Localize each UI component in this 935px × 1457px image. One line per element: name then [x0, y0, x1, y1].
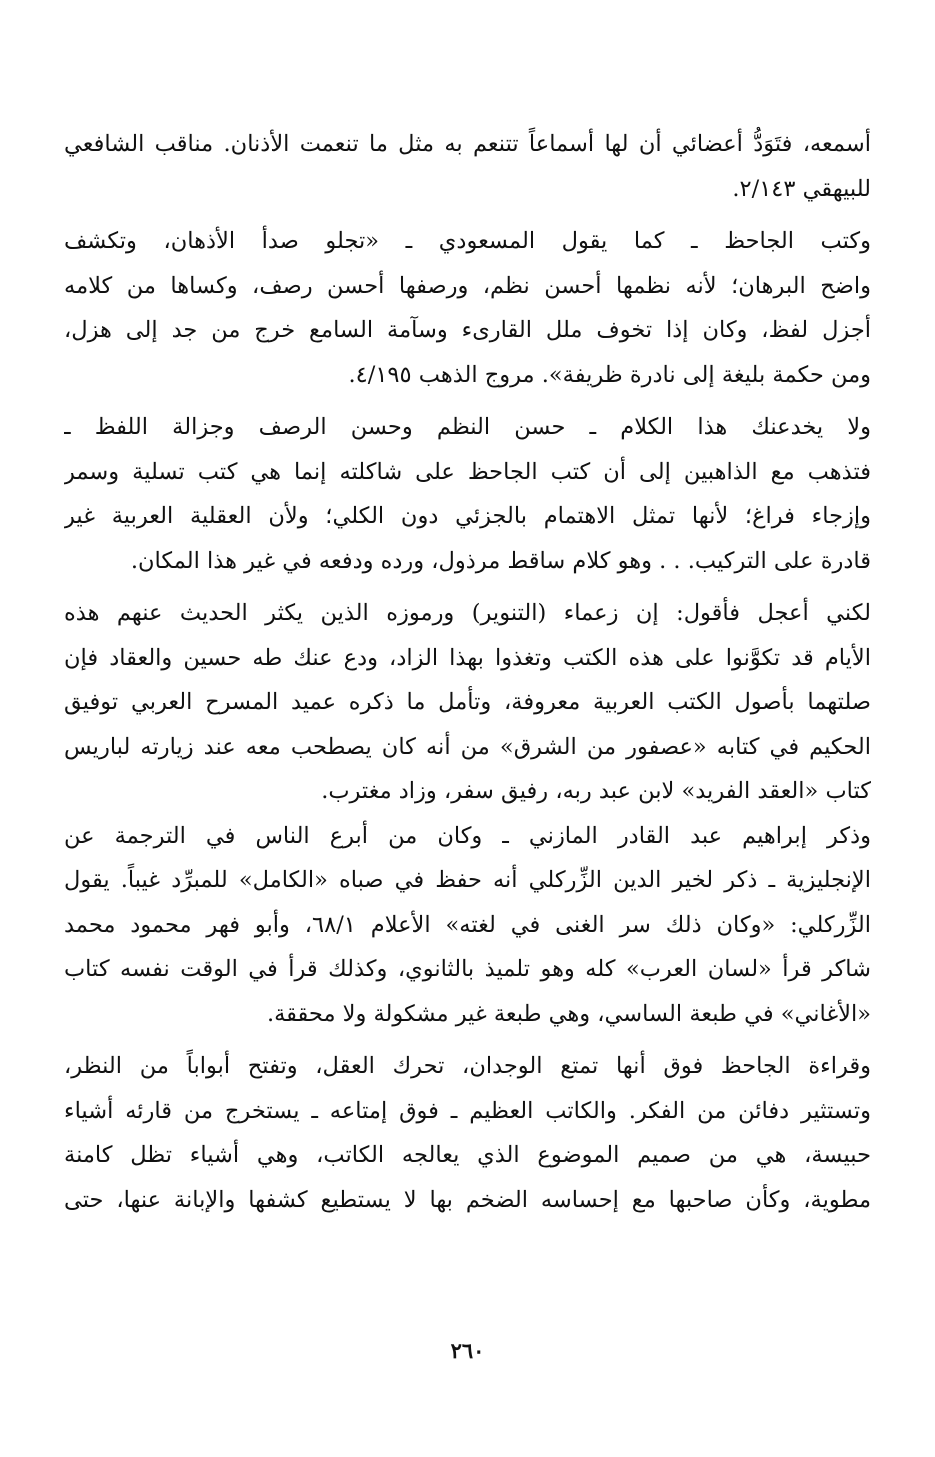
text-line: لكني أعجل فأقول: إن زعماء (التنوير) ورموزه الذين يكثر الحديث عنهم هذه — [64, 600, 871, 626]
paragraph-3 — [64, 405, 871, 583]
paragraph-6 — [64, 1044, 871, 1222]
text-line: «الأغاني» في طبعة الساسي، وهي طبعة غير مشكولة ولا محققة. — [266, 1000, 871, 1027]
text-line: ولا يخدعنك هذا الكلام ـ حسن النظم وحسن الرصف وجزالة اللفظ ـ — [64, 414, 871, 440]
text-line: صلتهما بأصول الكتب العربية معروفة، وتأمل ما ذكره عميد المسرح العربي توفيق — [64, 689, 871, 715]
text-line: وإزجاء فراغ؛ لأنها تمثل الاهتمام بالجزئي دون الكلي؛ ولأن العقلية العربية غير — [64, 503, 871, 529]
text-line: ومن حكمة بليغة إلى نادرة ظريفة». مروج الذهب ٤/١٩٥. — [348, 361, 871, 388]
text-line: شاكر قرأ «لسان العرب» كله وهو تلميذ بالثانوي، وكذلك قرأ في الوقت نفسه كتاب — [64, 956, 871, 982]
text-line: وتستثير دفائن من الفكر. والكاتب العظيم ـ فوق إمتاعه ـ يستخرج من قارئه أشياء — [64, 1097, 871, 1124]
text-line: للبيهقي ٢/١٤٣. — [732, 175, 871, 202]
text-line: وكتب الجاحظ ـ كما يقول المسعودي ـ «تجلو صدأ الأذهان، وتكشف — [64, 228, 871, 254]
text-line: الزِّركلي: «وكان ذلك سر الغنى في لغته» الأعلام ٦٨/١، وأبو فهر محمود محمد — [64, 911, 871, 938]
text-line: أجزل لفظ، وكان إذا تخوف ملل القارىء وسآمة السامع خرج من جد إلى هزل، — [64, 317, 871, 343]
text-line: وقراءة الجاحظ فوق أنها تمتع الوجدان، تحرك العقل، وتفتح أبواباً من النظر، — [64, 1053, 871, 1079]
page-number: ٢٦٠ — [450, 1338, 485, 1363]
text-line: واضح البرهان؛ لأنه نظمها أحسن نظم، ورصفها أحسن رصف، وكساها من كلامه — [64, 272, 871, 299]
paragraph-1 — [64, 122, 871, 211]
text-line: كتاب «العقد الفريد» لابن عبد ربه، رفيق سفر، وزاد مغترب. — [321, 778, 871, 804]
page-body — [64, 122, 871, 1222]
text-line: الأيام قد تكوَّنوا على هذه الكتب وتغذوا بهذا الزاد، ودع عنك طه حسين والعقاد فإن — [64, 644, 871, 671]
paragraph-4 — [64, 591, 871, 814]
text-line: الإنجليزية ـ ذكر لخير الدين الزِّركلي أنه حفظ في صباه «الكامل» للمبرِّد غيباً. يقول — [64, 867, 871, 893]
text-line: مطوية، وكأن صاحبها مع إحساسه الضخم بها لا يستطيع كشفها والإبانة عنها، حتى — [64, 1186, 871, 1213]
text-line: الحكيم في كتابه «عصفور من الشرق» من أنه كان يصطحب معه عند زيارته لباريس — [64, 733, 871, 760]
text-line: فتذهب مع الذاهبين إلى أن كتب الجاحظ على شاكلته إنما هي كتب تسلية وسمر — [64, 458, 871, 485]
text-line: قادرة على التركيب. . . وهو كلام ساقط مرذول، ورده ودفعه في غير هذا المكان. — [130, 547, 871, 574]
paragraph-5 — [64, 814, 871, 1037]
text-line: وذكر إبراهيم عبد القادر المازني ـ وكان من أبرع الناس في الترجمة عن — [64, 822, 871, 849]
text-line: حبيسة، هي من صميم الموضوع الذي يعالجه الكاتب، وهي أشياء تظل كامنة — [64, 1142, 871, 1168]
paragraph-2 — [64, 219, 871, 397]
text-line: أسمعه، فتَوَدُّ أعضائي أن لها أسماعاً تتنعم به مثل ما تنعمت الأذنان. مناقب الشافعي — [64, 131, 871, 157]
